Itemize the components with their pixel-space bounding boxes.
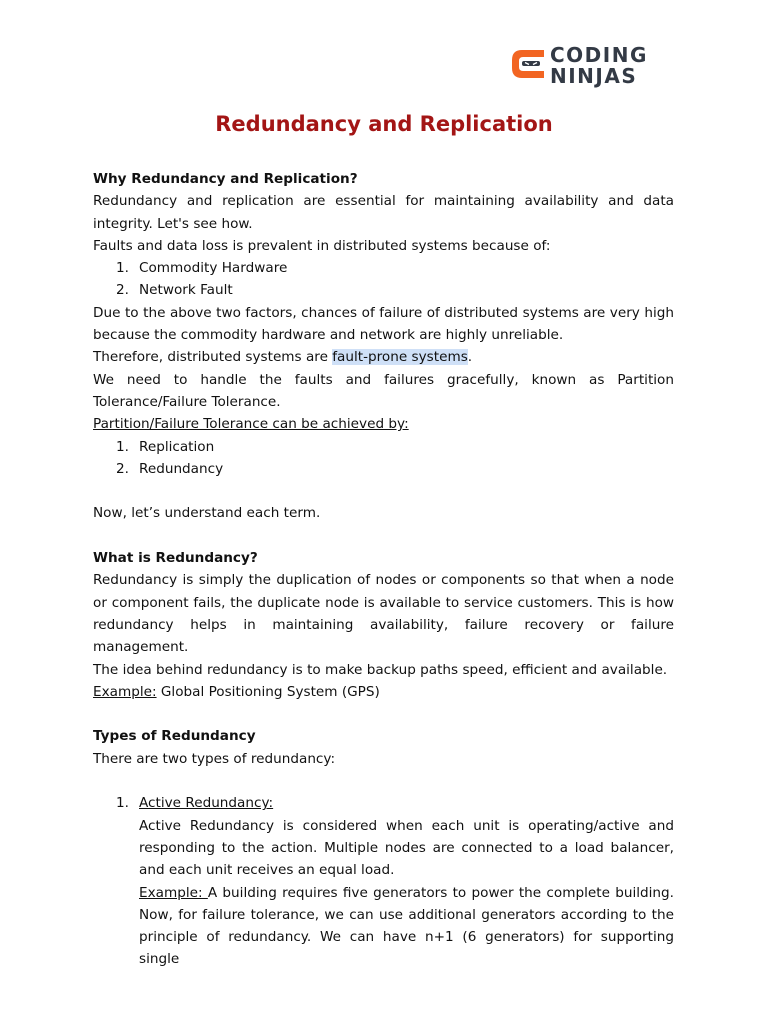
paragraph-line: or component fails, the duplicate node is available to service customers. This is how: [93, 594, 674, 611]
list-item: [93, 257, 674, 279]
document-body: [93, 168, 674, 971]
spacer: [93, 480, 674, 502]
page-title: Redundancy and Replication: [215, 112, 553, 136]
list-number: 2.: [116, 282, 129, 299]
paragraph: [93, 346, 674, 368]
list-item-active-redundancy: [93, 792, 674, 970]
list-number: 1.: [116, 795, 129, 812]
list-item-text: Replication: [139, 438, 215, 455]
paragraph-line: Redundancy and replication are essential for maintaining availability and data: [93, 193, 674, 210]
paragraph: Now, let’s understand each term.: [93, 505, 321, 522]
list-item: [93, 458, 674, 480]
logo-line-1: CODING: [550, 43, 648, 67]
list-number: 1.: [116, 260, 129, 277]
paragraph-line: because the commodity hardware and network are highly unreliable.: [93, 327, 564, 344]
section-heading-types: Types of Redundancy: [93, 728, 256, 745]
spacer: [93, 703, 674, 725]
paragraph: Faults and data loss is prevalent in distributed systems because of:: [93, 237, 551, 254]
list-item-text: Network Fault: [139, 282, 233, 299]
paragraph-line: redundancy helps in maintaining availability, failure recovery or failure management.: [93, 616, 674, 656]
paragraph-line: [139, 882, 674, 904]
redundancy-types-list: [93, 792, 674, 970]
paragraph-line: principle of redundancy. We can have n+1 (6 generators) for supporting single: [139, 929, 674, 968]
example-line: [93, 681, 674, 703]
faults-list: [93, 257, 674, 302]
list-item-text: Commodity Hardware: [139, 260, 288, 277]
example-text: A building requires five generators to power the complete building.: [207, 884, 674, 901]
list-item: [93, 436, 674, 458]
paragraph-line: Active Redundancy is considered when each unit is operating/active and: [139, 817, 674, 834]
list-number: 2.: [116, 460, 129, 477]
ninja-logo-icon: [510, 44, 546, 84]
underlined-paragraph: Partition/Failure Tolerance can be achieved by:: [93, 416, 409, 433]
paragraph-line: Redundancy is simply the duplication of nodes or components so that when a node: [93, 572, 674, 589]
spacer: [93, 525, 674, 547]
example-label: Example:: [139, 884, 208, 901]
paragraph: There are two types of redundancy:: [93, 750, 336, 767]
section-heading-what: What is Redundancy?: [93, 550, 258, 567]
paragraph-line: and each unit receives an equal load.: [139, 862, 395, 879]
paragraph-line: The idea behind redundancy is to make backup paths speed, efficient and available.: [93, 661, 668, 678]
item-label: Active Redundancy:: [139, 795, 274, 812]
example-text: Global Positioning System (GPS): [156, 683, 380, 700]
logo-line-2: NINJAS: [550, 64, 638, 88]
spacer: [93, 770, 674, 792]
paragraph-line: Now, for failure tolerance, we can use additional generators according to the: [139, 906, 674, 923]
section-heading-why: Why Redundancy and Replication?: [93, 171, 358, 187]
paragraph-line: Tolerance/Failure Tolerance.: [93, 393, 281, 410]
paragraph-line: integrity. Let's see how.: [93, 215, 253, 232]
example-label: Example:: [93, 683, 157, 700]
text-run: .: [467, 349, 473, 366]
highlighted-text: fault-prone systems: [332, 349, 468, 366]
list-number: 1.: [116, 438, 129, 455]
logo-wordmark: [550, 45, 648, 87]
text-run: Therefore, distributed systems are: [93, 349, 333, 366]
paragraph-line: Due to the above two factors, chances of failure of distributed systems are very high: [93, 304, 674, 321]
tolerance-list: [93, 436, 674, 481]
list-item-text: Redundancy: [139, 460, 224, 477]
paragraph-line: responding to the action. Multiple nodes are connected to a load balancer,: [139, 839, 674, 856]
paragraph-line: We need to handle the faults and failures gracefully, known as Partition: [93, 371, 674, 388]
list-item: [93, 279, 674, 301]
